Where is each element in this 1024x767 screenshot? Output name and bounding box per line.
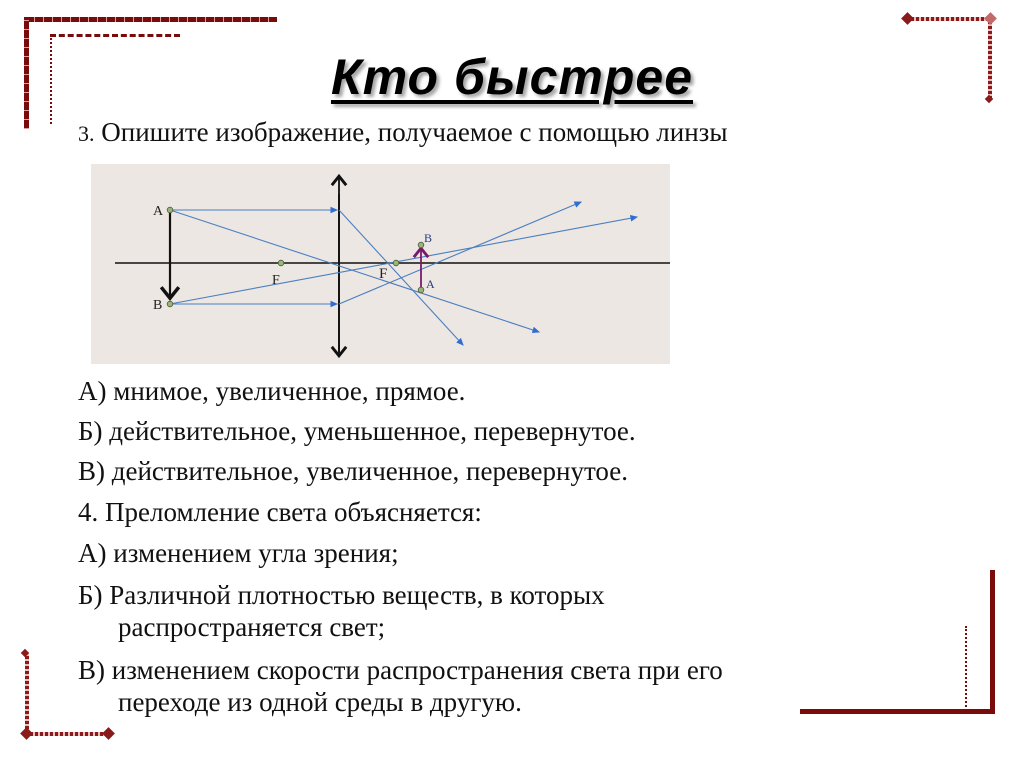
point-focus-left — [278, 260, 284, 266]
label-object-top: A — [153, 204, 164, 219]
q3-option-a: А) мнимое, увеличенное, прямое. — [78, 376, 466, 406]
question-number: 3. — [78, 121, 95, 146]
slide-title: Кто быстрее — [330, 49, 694, 105]
frame-inner-dot-bottom — [836, 712, 966, 714]
frame-border-top — [25, 17, 277, 22]
lens-ray-diagram — [91, 164, 670, 364]
label-image-bottom: A — [426, 277, 435, 291]
point-image-top — [418, 242, 424, 248]
q4-option-b-continued: распространяется свет; — [118, 612, 386, 642]
q4-option-a: А) изменением угла зрения; — [78, 538, 399, 568]
diamond-ornament-icon — [901, 12, 914, 25]
point-focus-right — [393, 260, 399, 266]
diamond-ornament-icon — [102, 727, 115, 740]
q4-option-c-continued: переходе из одной среды в другую. — [118, 687, 522, 717]
label-object-bottom: B — [153, 298, 163, 313]
q4-option-c: В) изменением скорости распространения света при его — [78, 655, 723, 685]
lens-diagram — [91, 164, 670, 364]
frame-border-right — [990, 570, 995, 714]
diamond-ornament-icon — [984, 12, 997, 25]
question-text: Опишите изображение, получаемое с помощью линзы — [101, 117, 728, 147]
q3-option-b: Б) действительное, уменьшенное, перевернутое. — [78, 416, 636, 446]
question-3 — [78, 117, 727, 148]
question-number: 4. — [78, 497, 99, 527]
label-focus-left: F — [272, 273, 280, 288]
point-object-bottom — [167, 301, 173, 307]
point-image-bottom — [418, 287, 424, 293]
label-image-top: B — [424, 231, 433, 245]
frame-inner-dot-right — [965, 626, 967, 714]
label-focus-right: F — [379, 266, 388, 282]
q4-option-b: Б) Различной плотностью веществ, в которых — [78, 580, 605, 610]
chain-ornament-left — [25, 654, 29, 734]
q3-option-c: В) действительное, увеличенное, перевернутое. — [78, 456, 628, 486]
frame-inner-dash-top — [50, 34, 180, 37]
chain-ornament-top — [906, 17, 990, 21]
question-4 — [78, 496, 482, 528]
question-text: Преломление света объясняется: — [105, 497, 482, 527]
diamond-ornament-icon — [20, 727, 33, 740]
point-object-top — [167, 207, 173, 213]
chain-ornament-bottom — [25, 732, 109, 736]
